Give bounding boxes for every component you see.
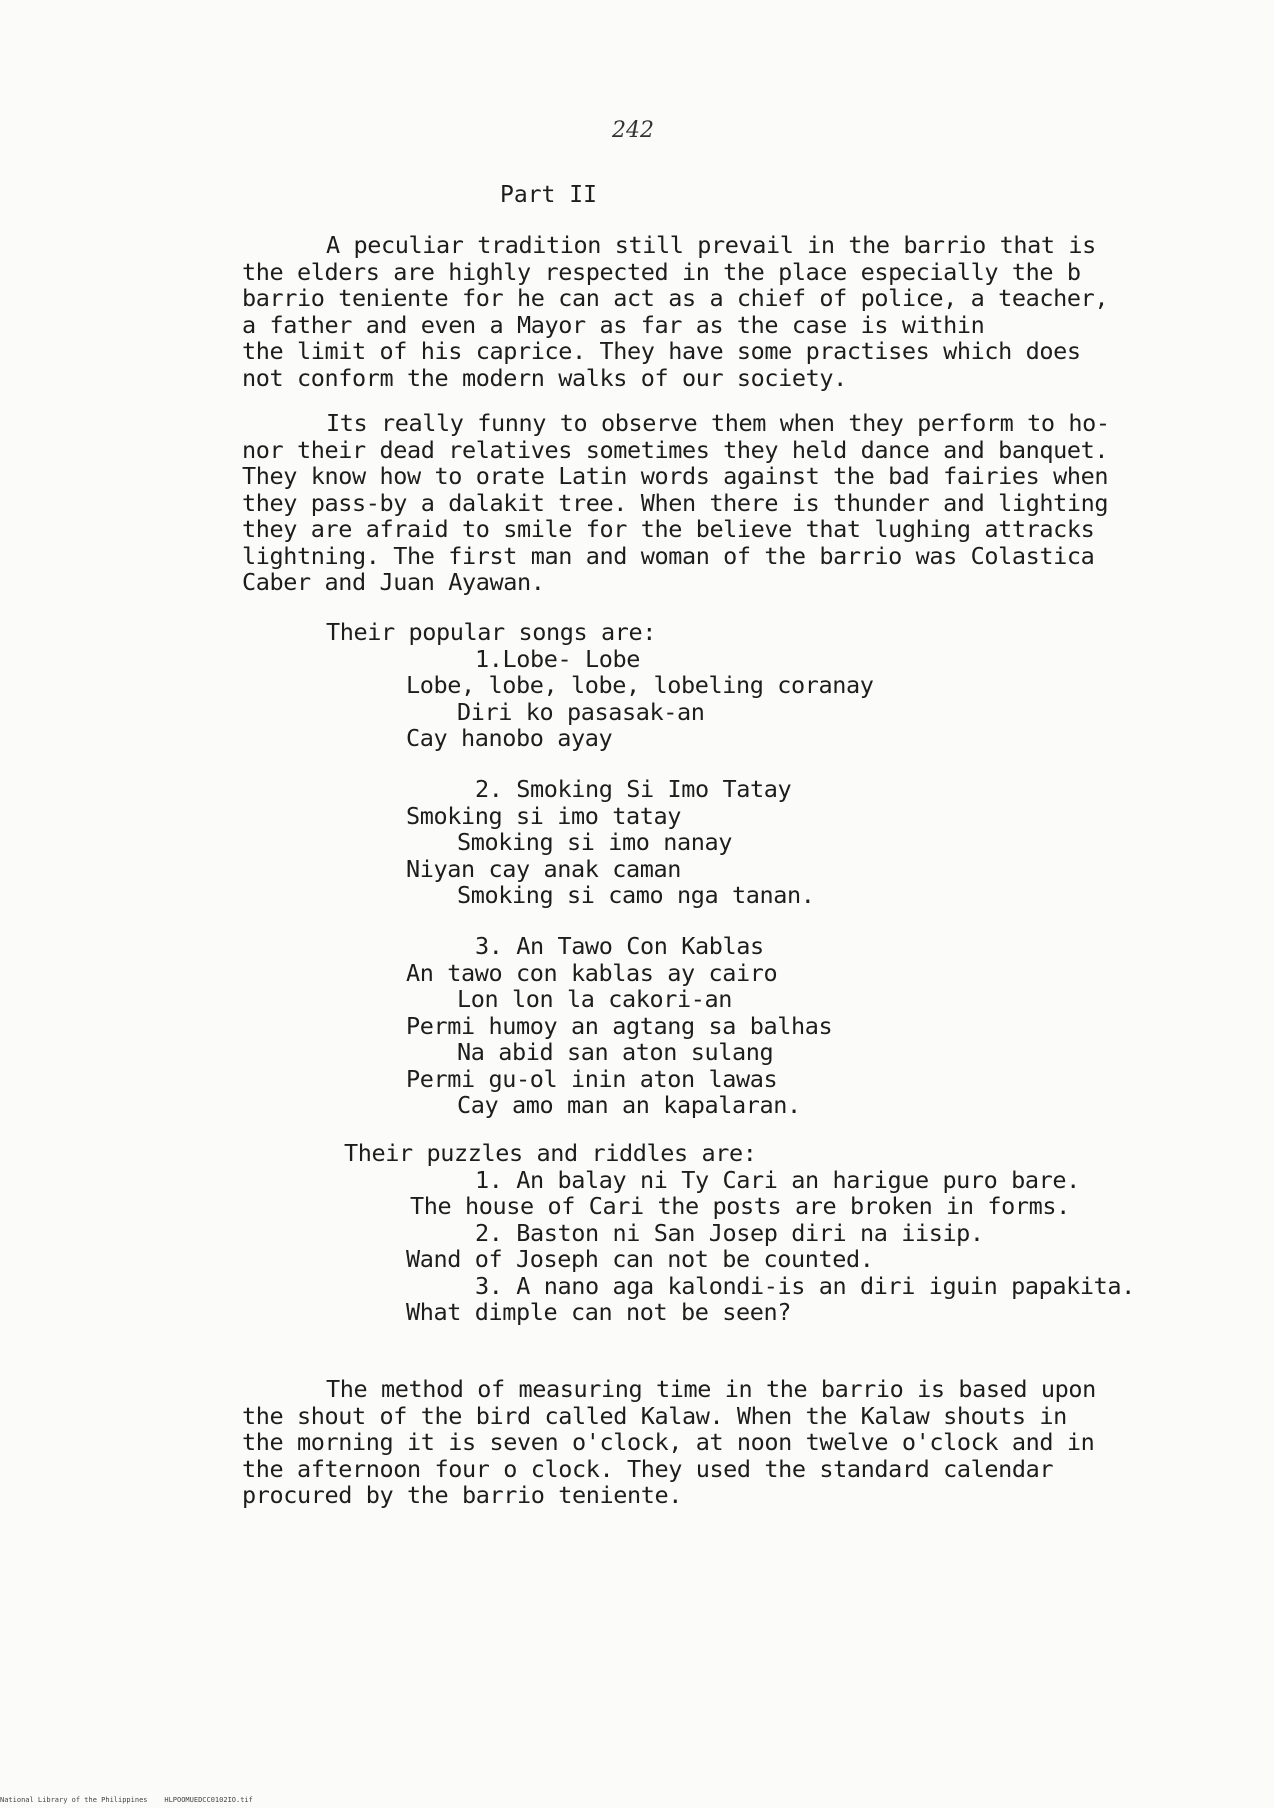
riddle-answer: The house of Cari the posts are broken in forms. [410,1192,1070,1220]
song-line: Permi gu-ol inin aton lawas [406,1064,778,1093]
text-line: They know how to orate Latin words against the bad fairies when [242,462,1109,490]
riddle-question: 1. An balay ni Ty Cari an harigue puro bare. [475,1165,1080,1194]
riddle-answer: What dimple can not be seen? [406,1298,791,1326]
text-line: not conform the modern walks of our society. [242,363,847,392]
riddles-intro: Their puzzles and riddles are: [344,1139,757,1167]
riddle-question: 2. Baston ni San Josep diri na iisip. [475,1218,984,1247]
songs-section [242,619,1242,752]
text-line: the morning it is seven o'clock, at noon twelve o'clock and in [242,1428,1095,1456]
text-line: barrio teniente for he can act as a chief of police, a teacher, [242,284,1109,312]
paragraph-tradition [242,232,1242,391]
text-line: nor their dead relatives sometimes they held dance and banquet. [242,435,1109,464]
song-title: 3. An Tawo Con Kablas [475,932,764,960]
text-line: procured by the barrio teniente. [242,1481,682,1509]
text-line: Caber and Juan Ayawan. [242,568,545,596]
riddle-question: 3. A nano aga kalondi-is an diri iguin papakita. [475,1271,1135,1300]
text-line: A peculiar tradition still prevail in the barrio that is [326,231,1096,259]
paragraph-customs [242,410,1242,596]
text-line: they are afraid to smile for the believe that lughing attracks [242,515,1095,543]
songs-intro: Their popular songs are: [326,618,656,646]
text-line: the afternoon four o clock. They used the standard calendar [242,1454,1054,1483]
paragraph-time [242,1376,1242,1509]
song-line: Smoking si camo nga tanan. [457,881,815,909]
text-line: lightning. The first man and woman of the barrio was Colastica [242,541,1095,570]
text-line: Its really funny to observe them when they perform to ho- [326,409,1110,437]
song-line: Lobe, lobe, lobe, lobeling coranay [406,671,874,699]
song-line: Permi humoy an agtang sa balhas [406,1011,833,1040]
text-line: the elders are highly respected in the place especially the b [242,257,1081,286]
song-line: Cay hanobo ayay [406,724,613,752]
song-line: An tawo con kablas ay cairo [406,958,778,987]
song-line: Diri ko pasasak-an [457,697,705,726]
song-line: Lon lon la cakori-an [457,985,732,1013]
text-line: a father and even a Mayor as far as the case is within [242,310,985,339]
song-line: Smoking si imo tatay [406,801,681,830]
song-line: Smoking si imo nanay [457,828,732,856]
riddles-section [242,1140,1242,1326]
text-line: they pass-by a dalakit tree. When there is thunder and lighting [242,488,1109,517]
page-number: 242 [612,118,654,143]
text-line: The method of measuring time in the barrio is based upon [326,1375,1096,1403]
song-title: 2. Smoking Si Imo Tatay [475,775,792,803]
riddle-answer: Wand of Joseph can not be counted. [406,1245,874,1273]
song-2 [242,776,1242,909]
song-line: Niyan cay anak caman [406,854,681,883]
song-line: Na abid san aton sulang [457,1038,774,1066]
text-line: the limit of his caprice. They have some practises which does [242,337,1081,365]
section-heading: Part II [500,182,597,208]
text-line: the shout of the bird called Kalaw. When the Kalaw shouts in [242,1401,1067,1430]
song-3 [242,933,1242,1119]
song-line: Cay amo man an kapalaran. [457,1091,801,1119]
song-title: 1.Lobe- Lobe [475,644,640,673]
archive-footer: National Library of the Philippines HLPOOMUEDCC0102IO.tif [0,1796,253,1804]
